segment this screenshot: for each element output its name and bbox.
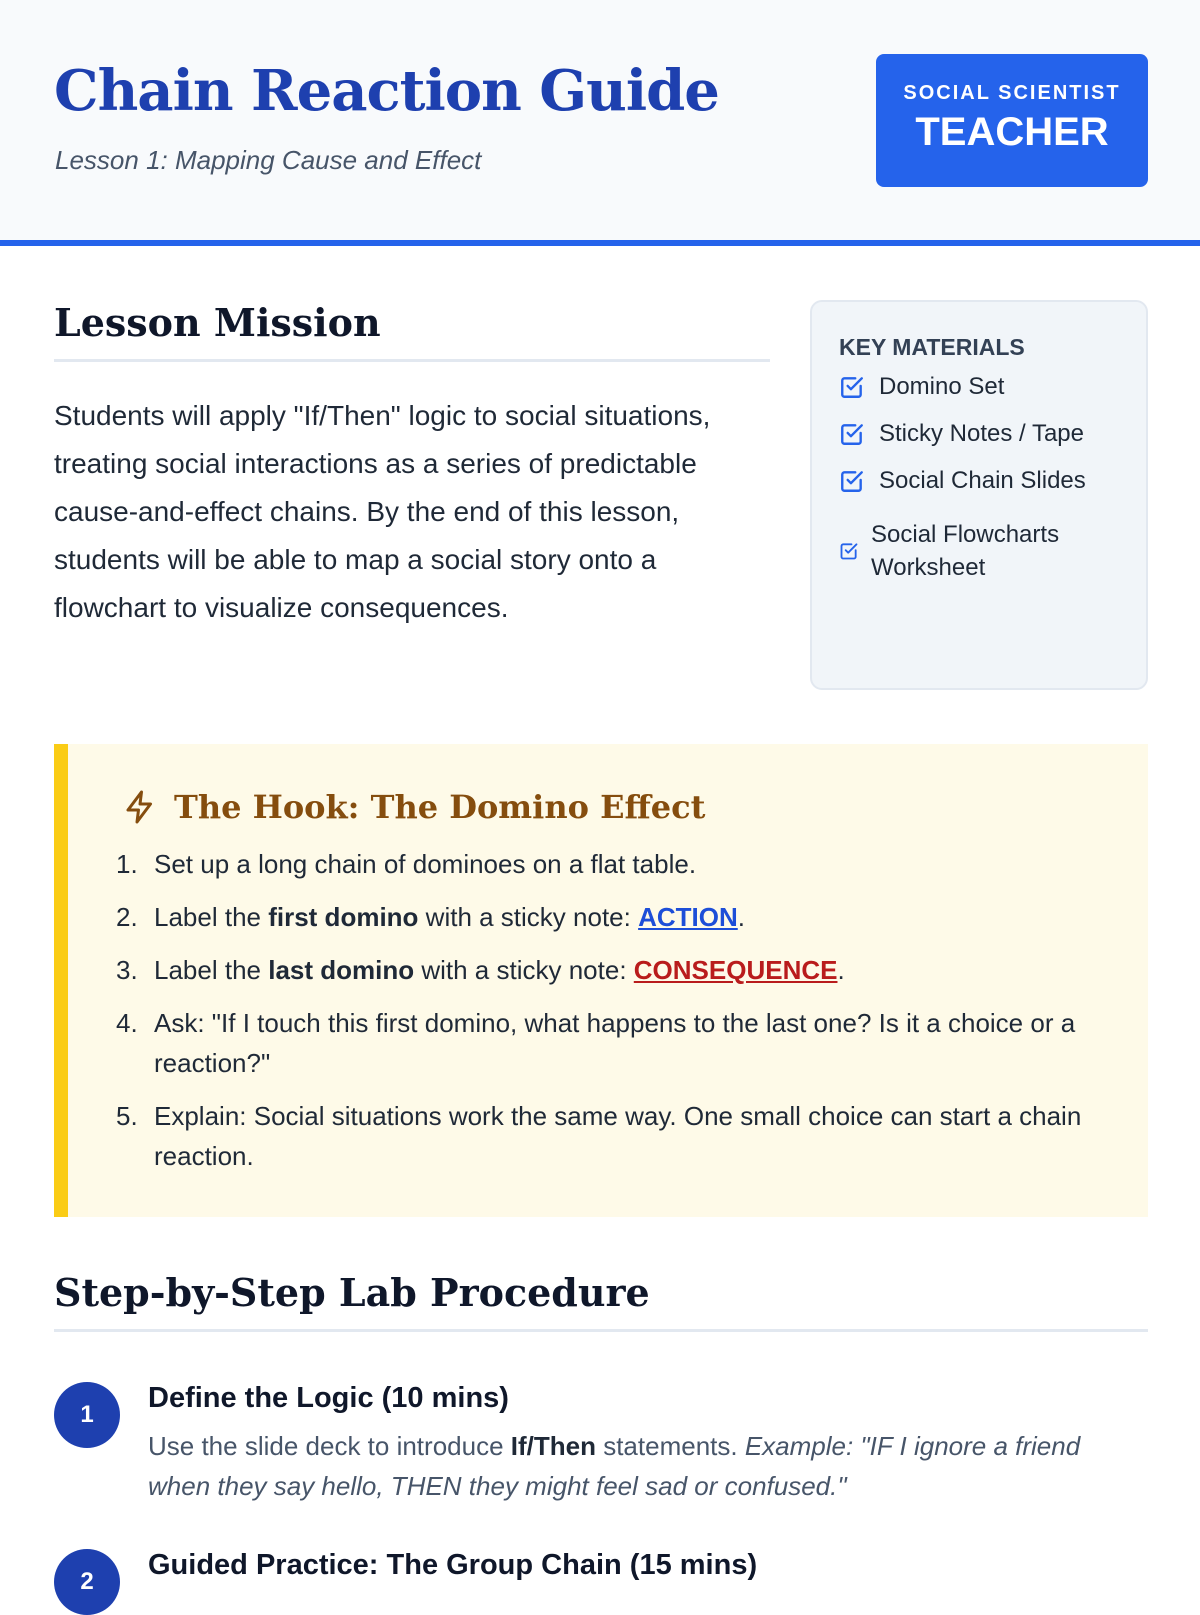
step-number-badge: 2 [54,1549,120,1615]
hook-title [122,788,705,826]
hook-step-bold: first domino [268,902,419,932]
step-description [148,1426,1138,1506]
hook-step-bold: last domino [268,955,415,985]
consequence-label: CONSEQUENCE [633,955,838,985]
hook-step [116,897,1126,937]
procedure-section [54,1270,1148,1595]
hook-step-text: Explain: Social situations work the same way. One small choice can start a chain reaction. [154,1101,1082,1171]
material-label: Sticky Notes / Tape [879,420,1084,447]
step-desc-text: statements. [595,1431,745,1461]
hook-step-text: . [737,902,745,932]
hook-callout [54,744,1148,1217]
action-label: ACTION [638,902,738,932]
hook-step-text: with a sticky note: [418,902,639,932]
step-desc-bold: If/Then [510,1431,596,1461]
mission-section [54,300,770,632]
step-desc-example: Example: "IF I ignore a friend when they say hello, THEN they might feel sad or confused." [148,1431,1081,1501]
material-label: Social Chain Slides [879,467,1086,494]
procedure-heading: Step-by-Step Lab Procedure [54,1270,1148,1332]
checkbox-checked-icon [839,374,865,400]
material-item [839,518,1079,584]
hook-title-text: The Hook: The Domino Effect [174,788,706,826]
checkbox-checked-icon [839,541,859,561]
hook-step-text: Label the [154,902,269,932]
hook-step [116,1096,1126,1176]
page-header [0,0,1200,246]
step-desc-text: Use the slide deck to introduce [148,1431,511,1461]
role-kicker: SOCIAL SCIENTIST [903,82,1121,104]
materials-title: KEY MATERIALS [839,334,1025,360]
hook-step-number: 5. [116,1101,138,1131]
hook-step-text: with a sticky note: [414,955,634,985]
step-title: Define the Logic (10 mins) [148,1382,509,1414]
material-item [839,464,1086,497]
materials-panel [810,300,1148,690]
hook-step-number: 1. [116,849,138,879]
hook-step-text: . [837,955,845,985]
hook-step-number: 3. [116,955,138,985]
step-number-badge: 1 [54,1382,120,1448]
material-label: Domino Set [879,373,1005,400]
mission-heading: Lesson Mission [54,300,770,362]
role-name: TEACHER [915,110,1109,154]
hook-step [116,950,1126,990]
hook-step [116,1003,1126,1083]
hook-step-text: Label the [154,955,269,985]
hook-step-text: Ask: "If I touch this first domino, what happens to the last one? Is it a choice or a reaction?" [154,1008,1076,1078]
role-badge [876,54,1148,187]
hook-step-number: 4. [116,1008,138,1038]
hook-step [116,844,1126,884]
lesson-subtitle: Lesson 1: Mapping Cause and Effect [55,145,482,175]
material-label: Social Flowcharts Worksheet [871,521,1060,581]
lightning-bolt-icon [122,788,158,826]
page-title: Chain Reaction Guide [54,58,719,124]
checkbox-checked-icon [839,421,865,447]
hook-steps-list [116,844,1126,1189]
step-title: Guided Practice: The Group Chain (15 mins) [148,1549,758,1581]
hook-step-number: 2. [116,902,138,932]
hook-step-text: Set up a long chain of dominoes on a flat table. [154,849,697,879]
checkbox-checked-icon [839,468,865,494]
material-item [839,417,1084,450]
mission-text: Students will apply "If/Then" logic to social situations, treating social interactions as a series of predictable cause-and-effect chains. By the end of this lesson, students will be able to map a social story onto a flowchart to visualize consequences. [54,400,711,623]
material-item [839,370,1004,403]
